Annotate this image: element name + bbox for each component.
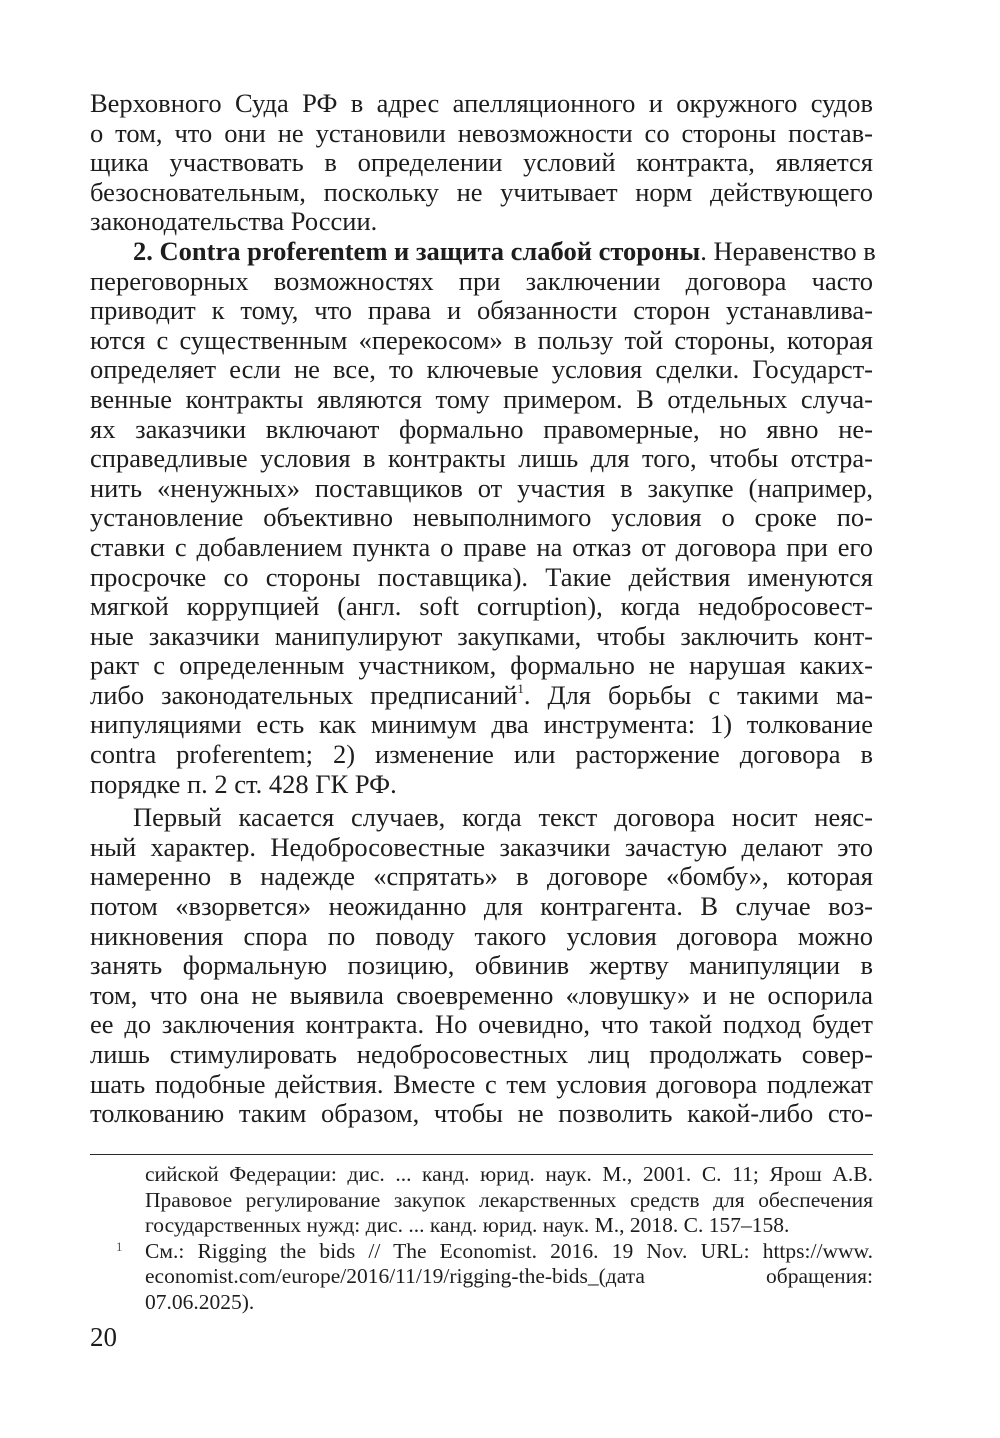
text-line: лишь стимулировать недобросовестных лиц продолжать совер- <box>90 1039 873 1069</box>
text-line: никновения спора по поводу такого условия договора можно <box>90 920 873 951</box>
footnote-line: См.: Rigging the bids // The Economist. 2016. 19 Nov. URL: https://www. <box>145 1238 873 1263</box>
text-line: определяет если не все, то ключевые условия сделки. Государст- <box>90 354 873 385</box>
footnote-line: Правовое регулирование закупок лекарственных средств для обеспечения <box>145 1187 873 1212</box>
text-line: просрочке со стороны поставщика). Такие действия именуются <box>90 561 873 592</box>
text-line: нипуляциями есть как минимум два инструмента: 1) толкование <box>90 709 873 740</box>
text-line: Первый касается случаев, когда текст договора носит неяс- <box>133 802 873 833</box>
footnote-reference[interactable]: 1 <box>517 680 524 696</box>
text-line: щика участвовать в определении условий контракта, является <box>90 147 873 178</box>
footnote-marker: 1 <box>116 1239 123 1254</box>
text-line: о том, что они не установили невозможности со стороны постав- <box>90 117 873 148</box>
text-line: ный характер. Недобросовестные заказчики зачастую делают это <box>90 831 873 862</box>
text-line <box>90 681 873 711</box>
text-line: ях заказчики включают формально правомерные, но явно не- <box>90 413 873 444</box>
paragraph-1 <box>90 89 873 237</box>
text-line: Верховного Суда РФ в адрес апелляционного и окружного судов <box>90 88 873 118</box>
paragraph-2 <box>90 235 876 799</box>
footnote-continued <box>145 1162 873 1239</box>
text-line: переговорных возможностях при заключении договора часто <box>90 265 873 296</box>
footnote-line: государственных нужд: дис. ... канд. юрид. наук. М., 2018. С. 157–158. <box>145 1213 790 1237</box>
main-text <box>90 88 876 1129</box>
text-line: установление объективно невыполнимого условия о сроке по- <box>90 502 873 533</box>
footnote-line: 07.06.2025). <box>145 1289 255 1314</box>
text-line: законодательства России. <box>90 206 378 237</box>
text-line: толкованию таким образом, чтобы не позволить какой-либо сто- <box>90 1098 873 1129</box>
footnote-link-line[interactable]: economist.com/europe/2016/11/19/rigging-the-bids_(дата обращения: <box>145 1264 873 1288</box>
text-line: contra proferentem; 2) изменение или расторжение договора в <box>90 739 873 770</box>
text-line: ные заказчики манипулируют закупками, чтобы заключить конт- <box>90 620 873 651</box>
text-line: порядке п. 2 ст. 428 ГК РФ. <box>90 768 397 799</box>
text-line: мягкой коррупцией (англ. soft corruption), когда недобросовест- <box>90 591 873 622</box>
text-line: ставки с добавлением пункта о праве на отказ от договора при его <box>90 531 873 562</box>
page-number: 20 <box>90 1322 117 1352</box>
text-fragment: . Неравенство в <box>700 235 876 266</box>
footnote-divider <box>90 1154 873 1155</box>
text-line: ются с существенным «перекосом» в пользу той стороны, которая <box>90 324 873 355</box>
text-line: шать подобные действия. Вместе с тем условия договора подлежат <box>90 1068 873 1099</box>
text-line: ее до заключения контракта. Но очевидно, что такой подход будет <box>90 1009 873 1040</box>
footnote-1 <box>145 1239 873 1316</box>
text-line: потом «взорвется» неожиданно для контрагента. В случае воз- <box>90 891 873 922</box>
text-line: безосновательным, поскольку не учитывает норм действующего <box>90 176 873 207</box>
text-line: намеренно в надежде «спрятать» в договоре «бомбу», которая <box>90 861 873 892</box>
text-line: венные контракты являются тому примером. В отдельных случа- <box>90 383 873 414</box>
footnote-line: сийской Федерации: дис. ... канд. юрид. наук. М., 2001. С. 11; Ярош А.В. <box>145 1162 873 1186</box>
text-line <box>90 235 876 267</box>
text-fragment: либо законодательных предписаний <box>90 679 518 710</box>
text-line: приводит к тому, что права и обязанности сторон устанавлива- <box>90 295 873 326</box>
text-line: ракт с определенным участником, формально не нарушая каких- <box>90 650 873 681</box>
footnotes <box>145 1162 873 1315</box>
paragraph-3 <box>90 803 873 1129</box>
text-line: нить «ненужных» поставщиков от участия в закупке (например, <box>90 472 873 503</box>
text-fragment: . Для борьбы с такими ма- <box>523 679 873 710</box>
text-line: том, что она не выявила своевременно «ловушку» и не оспорила <box>90 979 873 1010</box>
text-line: справедливые условия в контракты лишь для того, чтобы отстра- <box>90 443 873 474</box>
section-heading: 2. Contra proferentem и защита слабой стороны <box>133 235 701 266</box>
text-line: занять формальную позицию, обвинив жертву манипуляции в <box>90 950 873 981</box>
